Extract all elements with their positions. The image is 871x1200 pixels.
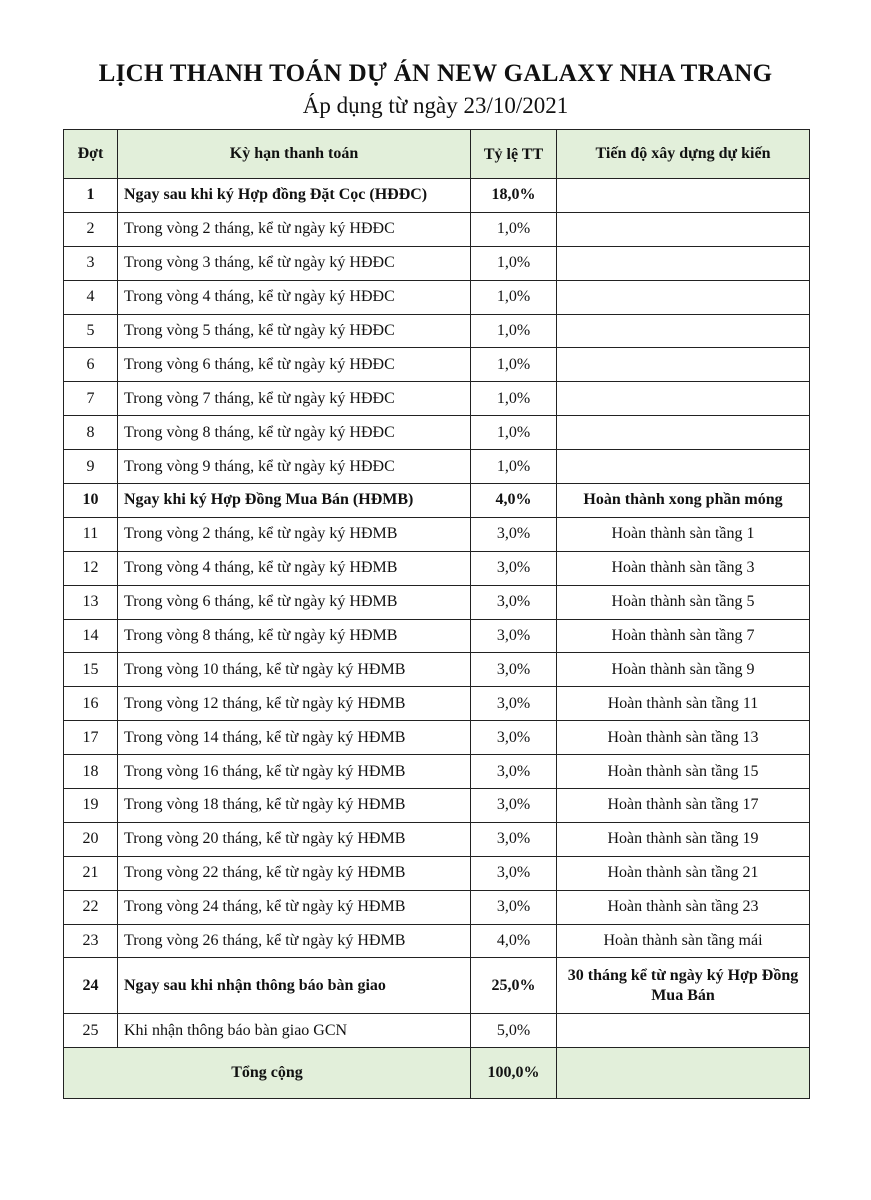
table-row	[64, 280, 810, 314]
table-row	[64, 924, 810, 958]
row-rate: 3,0%	[471, 687, 557, 721]
table-row	[64, 212, 810, 246]
row-rate: 3,0%	[471, 517, 557, 551]
row-progress: Hoàn thành sàn tầng 3	[557, 551, 810, 585]
row-progress: Hoàn thành sàn tầng 5	[557, 585, 810, 619]
row-rate: 3,0%	[471, 721, 557, 755]
row-term: Trong vòng 2 tháng, kể từ ngày ký HĐĐC	[118, 212, 471, 246]
row-rate: 4,0%	[471, 484, 557, 518]
row-term: Trong vòng 6 tháng, kể từ ngày ký HĐĐC	[118, 348, 471, 382]
row-number: 17	[64, 721, 118, 755]
row-term: Ngay sau khi nhận thông báo bàn giao	[118, 958, 471, 1014]
row-number: 5	[64, 314, 118, 348]
row-number: 16	[64, 687, 118, 721]
table-row	[64, 619, 810, 653]
row-number: 3	[64, 246, 118, 280]
row-term: Trong vòng 3 tháng, kể từ ngày ký HĐĐC	[118, 246, 471, 280]
table-row	[64, 958, 810, 1014]
payment-schedule-table	[63, 129, 810, 1099]
table-header-row	[64, 130, 810, 179]
row-rate: 1,0%	[471, 280, 557, 314]
row-progress: Hoàn thành sàn tầng 1	[557, 517, 810, 551]
row-term: Trong vòng 9 tháng, kể từ ngày ký HĐĐC	[118, 450, 471, 484]
table-row	[64, 1014, 810, 1048]
row-progress: Hoàn thành sàn tầng 15	[557, 755, 810, 789]
table-row	[64, 314, 810, 348]
row-term: Trong vòng 14 tháng, kể từ ngày ký HĐMB	[118, 721, 471, 755]
row-number: 7	[64, 382, 118, 416]
table-row	[64, 484, 810, 518]
table-row	[64, 789, 810, 823]
row-rate: 1,0%	[471, 246, 557, 280]
table-row	[64, 856, 810, 890]
row-progress: Hoàn thành sàn tầng 7	[557, 619, 810, 653]
row-number: 9	[64, 450, 118, 484]
page-subtitle: Áp dụng từ ngày 23/10/2021	[302, 93, 569, 118]
row-progress	[557, 179, 810, 213]
table-row	[64, 450, 810, 484]
row-number: 13	[64, 585, 118, 619]
table-row	[64, 653, 810, 687]
row-rate: 1,0%	[471, 416, 557, 450]
row-rate: 1,0%	[471, 450, 557, 484]
table-row	[64, 890, 810, 924]
row-term: Ngay khi ký Hợp Đồng Mua Bán (HĐMB)	[118, 484, 471, 518]
row-number: 25	[64, 1014, 118, 1048]
table-row	[64, 687, 810, 721]
table-total-row	[64, 1048, 810, 1099]
row-number: 20	[64, 822, 118, 856]
row-term: Trong vòng 5 tháng, kể từ ngày ký HĐĐC	[118, 314, 471, 348]
row-rate: 3,0%	[471, 890, 557, 924]
row-term: Trong vòng 7 tháng, kể từ ngày ký HĐĐC	[118, 382, 471, 416]
table-row	[64, 755, 810, 789]
table-row	[64, 517, 810, 551]
row-rate: 18,0%	[471, 179, 557, 213]
row-progress: Hoàn thành sàn tầng 9	[557, 653, 810, 687]
row-term: Trong vòng 4 tháng, kể từ ngày ký HĐĐC	[118, 280, 471, 314]
row-rate: 3,0%	[471, 551, 557, 585]
row-term: Trong vòng 22 tháng, kể từ ngày ký HĐMB	[118, 856, 471, 890]
row-number: 2	[64, 212, 118, 246]
header-progress: Tiến độ xây dựng dự kiến	[557, 130, 810, 179]
row-progress: Hoàn thành sàn tầng 21	[557, 856, 810, 890]
row-term: Trong vòng 24 tháng, kể từ ngày ký HĐMB	[118, 890, 471, 924]
row-number: 1	[64, 179, 118, 213]
total-rate: 100,0%	[471, 1048, 557, 1099]
row-rate: 25,0%	[471, 958, 557, 1014]
table-row	[64, 348, 810, 382]
row-number: 8	[64, 416, 118, 450]
row-progress	[557, 314, 810, 348]
row-number: 24	[64, 958, 118, 1014]
row-number: 19	[64, 789, 118, 823]
row-progress: Hoàn thành sàn tầng 17	[557, 789, 810, 823]
header-term: Kỳ hạn thanh toán	[118, 130, 471, 179]
row-number: 18	[64, 755, 118, 789]
row-number: 11	[64, 517, 118, 551]
row-progress	[557, 348, 810, 382]
row-term: Trong vòng 4 tháng, kể từ ngày ký HĐMB	[118, 551, 471, 585]
row-progress	[557, 212, 810, 246]
row-number: 10	[64, 484, 118, 518]
row-progress: Hoàn thành sàn tầng 13	[557, 721, 810, 755]
row-term: Trong vòng 18 tháng, kể từ ngày ký HĐMB	[118, 789, 471, 823]
row-rate: 3,0%	[471, 789, 557, 823]
row-progress: Hoàn thành sàn tầng 11	[557, 687, 810, 721]
row-progress: Hoàn thành sàn tầng mái	[557, 924, 810, 958]
row-progress: 30 tháng kể từ ngày ký Hợp Đồng Mua Bán	[557, 958, 810, 1014]
table-row	[64, 585, 810, 619]
row-number: 21	[64, 856, 118, 890]
row-term: Ngay sau khi ký Hợp đồng Đặt Cọc (HĐĐC)	[118, 179, 471, 213]
row-number: 4	[64, 280, 118, 314]
total-label: Tổng cộng	[64, 1048, 471, 1099]
table-row	[64, 416, 810, 450]
row-rate: 1,0%	[471, 314, 557, 348]
row-number: 6	[64, 348, 118, 382]
row-term: Trong vòng 8 tháng, kể từ ngày ký HĐĐC	[118, 416, 471, 450]
table-row	[64, 551, 810, 585]
row-rate: 3,0%	[471, 856, 557, 890]
row-term: Trong vòng 16 tháng, kể từ ngày ký HĐMB	[118, 755, 471, 789]
table-row	[64, 822, 810, 856]
row-progress	[557, 1014, 810, 1048]
row-term: Trong vòng 8 tháng, kể từ ngày ký HĐMB	[118, 619, 471, 653]
table-row	[64, 382, 810, 416]
row-progress	[557, 382, 810, 416]
row-progress	[557, 246, 810, 280]
row-rate: 3,0%	[471, 653, 557, 687]
row-progress: Hoàn thành sàn tầng 23	[557, 890, 810, 924]
row-rate: 1,0%	[471, 212, 557, 246]
table-row	[64, 179, 810, 213]
row-term: Trong vòng 6 tháng, kể từ ngày ký HĐMB	[118, 585, 471, 619]
row-term: Trong vòng 26 tháng, kể từ ngày ký HĐMB	[118, 924, 471, 958]
page-title: LỊCH THANH TOÁN DỰ ÁN NEW GALAXY NHA TRANG	[98, 60, 773, 87]
row-rate: 3,0%	[471, 619, 557, 653]
row-progress	[557, 416, 810, 450]
header-rate: Tỷ lệ TT	[471, 130, 557, 179]
row-number: 14	[64, 619, 118, 653]
row-rate: 3,0%	[471, 822, 557, 856]
row-number: 22	[64, 890, 118, 924]
table-row	[64, 246, 810, 280]
row-rate: 4,0%	[471, 924, 557, 958]
row-term: Trong vòng 2 tháng, kể từ ngày ký HĐMB	[118, 517, 471, 551]
row-rate: 3,0%	[471, 755, 557, 789]
header-dot: Đợt	[64, 130, 118, 179]
total-progress	[557, 1048, 810, 1099]
row-progress: Hoàn thành sàn tầng 19	[557, 822, 810, 856]
row-rate: 1,0%	[471, 348, 557, 382]
row-term: Trong vòng 10 tháng, kể từ ngày ký HĐMB	[118, 653, 471, 687]
row-number: 15	[64, 653, 118, 687]
row-rate: 5,0%	[471, 1014, 557, 1048]
row-term: Khi nhận thông báo bàn giao GCN	[118, 1014, 471, 1048]
row-number: 23	[64, 924, 118, 958]
row-progress: Hoàn thành xong phần móng	[557, 484, 810, 518]
row-rate: 1,0%	[471, 382, 557, 416]
row-term: Trong vòng 20 tháng, kể từ ngày ký HĐMB	[118, 822, 471, 856]
row-progress	[557, 280, 810, 314]
row-number: 12	[64, 551, 118, 585]
row-term: Trong vòng 12 tháng, kể từ ngày ký HĐMB	[118, 687, 471, 721]
table-row	[64, 721, 810, 755]
row-progress	[557, 450, 810, 484]
row-rate: 3,0%	[471, 585, 557, 619]
